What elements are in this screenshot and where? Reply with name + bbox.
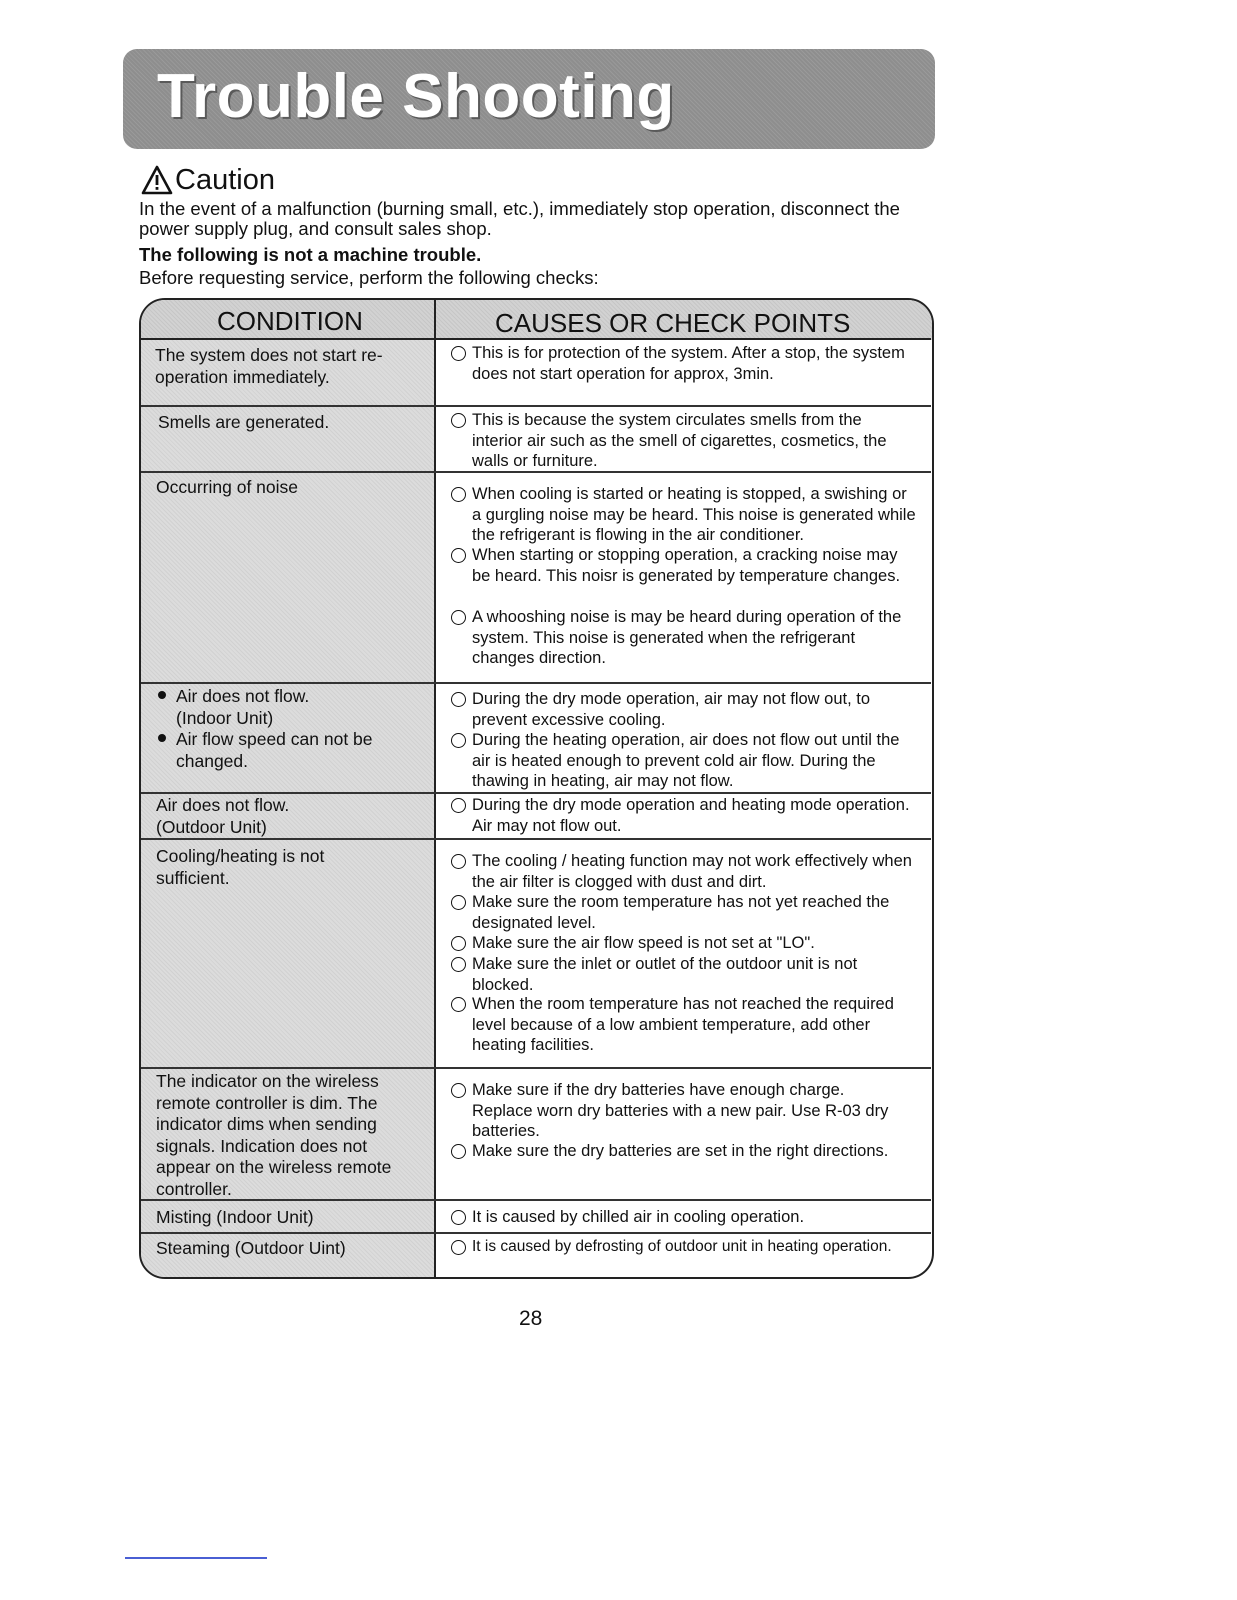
header-causes: CAUSES OR CHECK POINTS: [495, 308, 851, 338]
cause-item: This is for protection of the system. After a stop, the system does not start operation for approx, 3min.: [451, 343, 931, 384]
row-divider: [141, 405, 931, 407]
circle-bullet-icon: [451, 798, 466, 813]
cause-item: During the dry mode operation and heating mode operation. Air may not flow out.: [451, 795, 926, 836]
row-divider: [141, 838, 931, 840]
circle-bullet-icon: [451, 548, 466, 563]
cause-item: When the room temperature has not reached the required level because of a low ambient temperature, add other heating facilities.: [451, 994, 921, 1056]
cause-item: During the heating operation, air does not flow out until the air is heated enough to prevent cold air flow. During the thawing in heating, air may not flow.: [451, 730, 916, 792]
condition-cell: Steaming (Outdoor Uint): [156, 1238, 346, 1258]
header-condition: CONDITION: [217, 306, 363, 336]
bullet-dot-icon: [158, 691, 166, 699]
circle-bullet-icon: [451, 1240, 466, 1255]
cause-item: It is caused by defrosting of outdoor unit in heating operation.: [451, 1237, 931, 1258]
column-divider: [434, 300, 436, 1277]
cause-item: Make sure the dry batteries are set in the right directions.: [451, 1141, 931, 1162]
cause-item: Make sure the inlet or outlet of the outdoor unit is not blocked.: [451, 954, 916, 995]
row-divider: [141, 792, 931, 794]
circle-bullet-icon: [451, 1083, 466, 1098]
caution-label: Caution: [175, 163, 275, 196]
condition-bullet-list: [158, 686, 423, 772]
page-title: Trouble Shooting: [157, 62, 675, 131]
circle-bullet-icon: [451, 936, 466, 951]
bullet-dot-icon: [158, 734, 166, 742]
condition-cell: Misting (Indoor Unit): [156, 1207, 314, 1227]
circle-bullet-icon: [451, 1144, 466, 1159]
condition-cell: Occurring of noise: [156, 477, 299, 497]
cause-item: Make sure if the dry batteries have enough charge. Replace worn dry batteries with a new pair. Use R-03 dry batteries.: [451, 1080, 926, 1142]
caution-heading: [141, 162, 275, 198]
row-divider: [141, 682, 931, 684]
condition-cell: Smells are generated.: [158, 412, 330, 432]
circle-bullet-icon: [451, 1210, 466, 1225]
row-divider: [141, 338, 931, 340]
row-divider: [141, 1067, 931, 1069]
cause-item: When starting or stopping operation, a cracking noise may be heard. This noisr is generated by temperature changes.: [451, 545, 916, 586]
circle-bullet-icon: [451, 413, 466, 428]
circle-bullet-icon: [451, 610, 466, 625]
circle-bullet-icon: [451, 854, 466, 869]
circle-bullet-icon: [451, 957, 466, 972]
circle-bullet-icon: [451, 487, 466, 502]
circle-bullet-icon: [451, 346, 466, 361]
cause-item: Make sure the air flow speed is not set at "LO".: [451, 933, 916, 954]
troubleshooting-table: [139, 298, 934, 1279]
title-banner: [123, 49, 935, 149]
condition-bullet: Air does not flow. (Indoor Unit): [158, 686, 423, 729]
condition-cell: Air does not flow. (Outdoor Unit): [156, 795, 290, 837]
circle-bullet-icon: [451, 895, 466, 910]
cause-item: When cooling is started or heating is stopped, a swishing or a gurgling noise may be heard. This noise is generated while the refrigerant is flowing in the air conditioner.: [451, 484, 916, 546]
cause-item: During the dry mode operation, air may not flow out, to prevent excessive cooling.: [451, 689, 916, 730]
row-divider: [141, 1232, 931, 1234]
footer-link-line: [125, 1557, 267, 1559]
warning-triangle-icon: [141, 165, 173, 195]
pre-check-text: Before requesting service, perform the following checks:: [139, 267, 599, 288]
caution-text: In the event of a malfunction (burning small, etc.), immediately stop operation, disconnect the power supply plug, and consult sales shop.: [139, 198, 900, 239]
condition-cell: The system does not start re-operation immediately.: [155, 345, 383, 387]
condition-bullet: Air flow speed can not be changed.: [158, 729, 423, 772]
page-number: 28: [519, 1307, 543, 1330]
cause-item: This is because the system circulates smells from the interior air such as the smell of cigarettes, cosmetics, the walls or furniture.: [451, 410, 911, 472]
cause-item: It is caused by chilled air in cooling operation.: [451, 1207, 926, 1228]
cause-item: A whooshing noise is may be heard during operation of the system. This noise is generated when the refrigerant changes direction.: [451, 607, 916, 669]
condition-cell: The indicator on the wireless remote controller is dim. The indicator dims when sending signals. Indication does not appear on the wireless remote controller.: [156, 1071, 392, 1199]
circle-bullet-icon: [451, 733, 466, 748]
circle-bullet-icon: [451, 692, 466, 707]
condition-cell: Cooling/heating is not sufficient.: [156, 846, 325, 888]
cause-item: The cooling / heating function may not work effectively when the air filter is clogged with dust and dirt.: [451, 851, 916, 892]
circle-bullet-icon: [451, 997, 466, 1012]
bold-note: The following is not a machine trouble.: [139, 244, 482, 265]
cause-item: Make sure the room temperature has not yet reached the designated level.: [451, 892, 916, 933]
